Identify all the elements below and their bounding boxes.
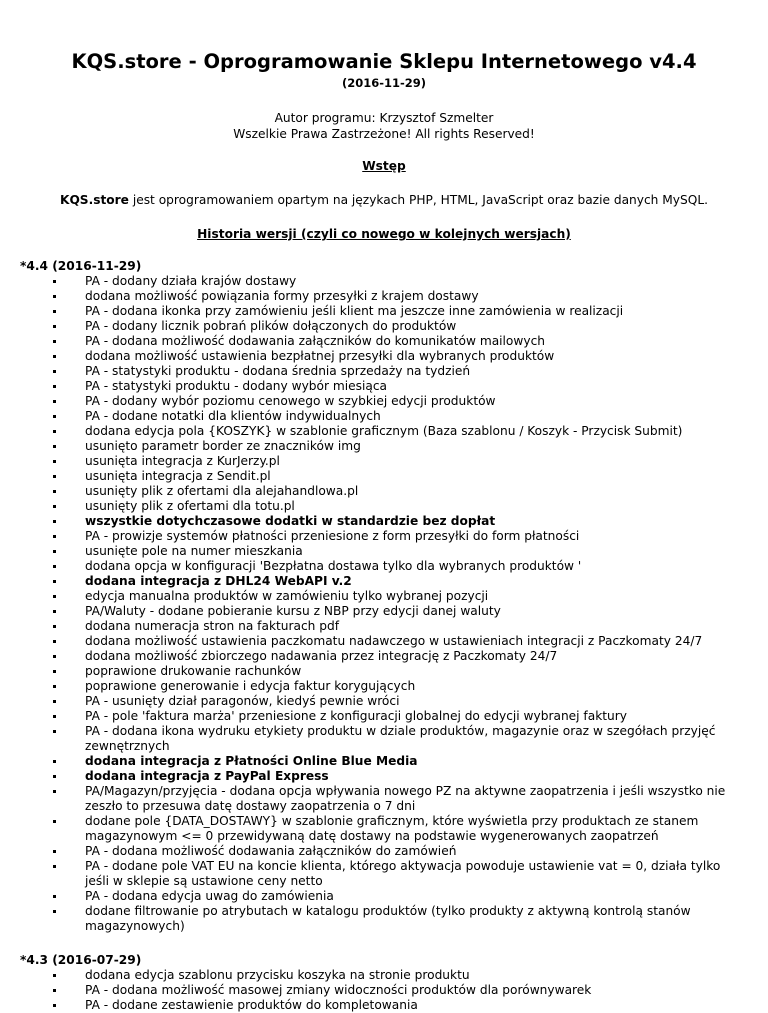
change-item: poprawione generowanie i edycja faktur korygujących	[20, 679, 748, 694]
change-item: PA - dodana ikonka przy zamówieniu jeśli klient ma jeszcze inne zamówienia w realizacji	[20, 304, 748, 319]
change-item: PA - dodany wybór poziomu cenowego w szybkiej edycji produktów	[20, 394, 748, 409]
document-date: (2016-11-29)	[341, 76, 427, 90]
author-block	[20, 110, 748, 142]
change-item: dodana możliwość zbiorczego nadawania przez integrację z Paczkomaty 24/7	[20, 649, 748, 664]
intro-heading: Wstęp	[362, 159, 406, 173]
change-item: dodana integracja z PayPal Express	[20, 769, 748, 784]
change-item: usunięto parametr border ze znaczników img	[20, 439, 748, 454]
version-history	[20, 259, 748, 1013]
change-item: PA - prowizje systemów płatności przeniesione z form przesyłki do form płatności	[20, 529, 748, 544]
change-item: dodana opcja w konfiguracji 'Bezpłatna dostawa tylko dla wybranych produktów '	[20, 559, 748, 574]
version-heading: *4.4 (2016-11-29)	[20, 259, 142, 273]
change-item: dodana integracja z DHL24 WebAPI v.2	[20, 574, 748, 589]
change-item: dodana edycja pola {KOSZYK} w szablonie graficznym (Baza szablonu / Koszyk - Przycisk Submit)	[20, 424, 748, 439]
change-item: wszystkie dotychczasowe dodatki w standardzie bez dopłat	[20, 514, 748, 529]
change-item: dodana integracja z Płatności Online Blue Media	[20, 754, 748, 769]
change-item: dodane pole {DATA_DOSTAWY} w szablonie graficznym, które wyświetla przy produktach ze stanem magazynowym <= 0 przewidywaną datę dostawy na podstawie wygenerowanych zaopatrzeń	[20, 814, 748, 844]
change-item: PA - dodane pole VAT EU na koncie klienta, którego aktywacja powoduje ustawienie vat = 0, działa tylko jeśli w sklepie są ustawione ceny netto	[20, 859, 748, 889]
change-item: poprawione drukowanie rachunków	[20, 664, 748, 679]
change-item: usunięty plik z ofertami dla totu.pl	[20, 499, 748, 514]
change-item: edycja manualna produktów w zamówieniu tylko wybranej pozycji	[20, 589, 748, 604]
change-item: PA - dodana możliwość dodawania załączników do zamówień	[20, 844, 748, 859]
change-item: dodana numeracja stron na fakturach pdf	[20, 619, 748, 634]
history-heading: Historia wersji (czyli co nowego w kolejnych wersjach)	[197, 227, 571, 241]
change-item: PA - dodany licznik pobrań plików dołączonych do produktów	[20, 319, 748, 334]
change-item: dodana edycja szablonu przycisku koszyka na stronie produktu	[20, 968, 748, 983]
version-changes-list	[20, 274, 748, 934]
intro-brand: KQS.store	[60, 193, 129, 207]
document-title: KQS.store - Oprogramowanie Sklepu Internetowego v4.4	[71, 50, 697, 73]
change-item: PA - dodane zestawienie produktów do kompletowania	[20, 998, 748, 1013]
change-item: dodane filtrowanie po atrybutach w katalogu produktów (tylko produkty z aktywną kontrolą stanów magazynowych)	[20, 904, 748, 934]
change-item: dodana możliwość ustawienia bezpłatnej przesyłki dla wybranych produktów	[20, 349, 748, 364]
change-item: PA - usunięty dział paragonów, kiedyś pewnie wróci	[20, 694, 748, 709]
change-item: PA/Waluty - dodane pobieranie kursu z NBP przy edycji danej waluty	[20, 604, 748, 619]
change-item: PA - dodany działa krajów dostawy	[20, 274, 748, 289]
change-item: usunięte pole na numer mieszkania	[20, 544, 748, 559]
intro-text: jest oprogramowaniem opartym na językach PHP, HTML, JavaScript oraz bazie danych MySQL.	[128, 193, 708, 207]
change-item: usunięty plik z ofertami dla alejahandlowa.pl	[20, 484, 748, 499]
change-item: PA - statystyki produktu - dodana średnia sprzedaży na tydzień	[20, 364, 748, 379]
change-item: PA - dodana możliwość dodawania załączników do komunikatów mailowych	[20, 334, 748, 349]
version-changes-list	[20, 968, 748, 1013]
change-item: usunięta integracja z KurJerzy.pl	[20, 454, 748, 469]
change-item: PA - statystyki produktu - dodany wybór miesiąca	[20, 379, 748, 394]
change-item: PA - dodane notatki dla klientów indywidualnych	[20, 409, 748, 424]
change-item: PA - dodana ikona wydruku etykiety produktu w dziale produktów, magazynie oraz w szegółach przyjęć zewnętrznych	[20, 724, 748, 754]
change-item: dodana możliwość ustawienia paczkomatu nadawczego w ustawieniach integracji z Paczkomaty 24/7	[20, 634, 748, 649]
change-item: usunięta integracja z Sendit.pl	[20, 469, 748, 484]
intro-paragraph	[20, 193, 748, 208]
version-heading: *4.3 (2016-07-29)	[20, 953, 142, 967]
change-item: dodana możliwość powiązania formy przesyłki z krajem dostawy	[20, 289, 748, 304]
rights-line: Wszelkie Prawa Zastrzeżone! All rights Reserved!	[233, 127, 535, 141]
change-item: PA - dodana możliwość masowej zmiany widoczności produktów dla porównywarek	[20, 983, 748, 998]
change-item: PA - dodana edycja uwag do zamówienia	[20, 889, 748, 904]
change-item: PA/Magazyn/przyjęcia - dodana opcja wpływania nowego PZ na aktywne zaopatrzenia i jeśli wszystko nie zeszło to przesuwa datę dostawy zaopatrzenia o 7 dni	[20, 784, 748, 814]
author-line: Autor programu: Krzysztof Szmelter	[274, 111, 494, 125]
change-item: PA - pole 'faktura marża' przeniesione z konfiguracji globalnej do edycji wybranej faktury	[20, 709, 748, 724]
